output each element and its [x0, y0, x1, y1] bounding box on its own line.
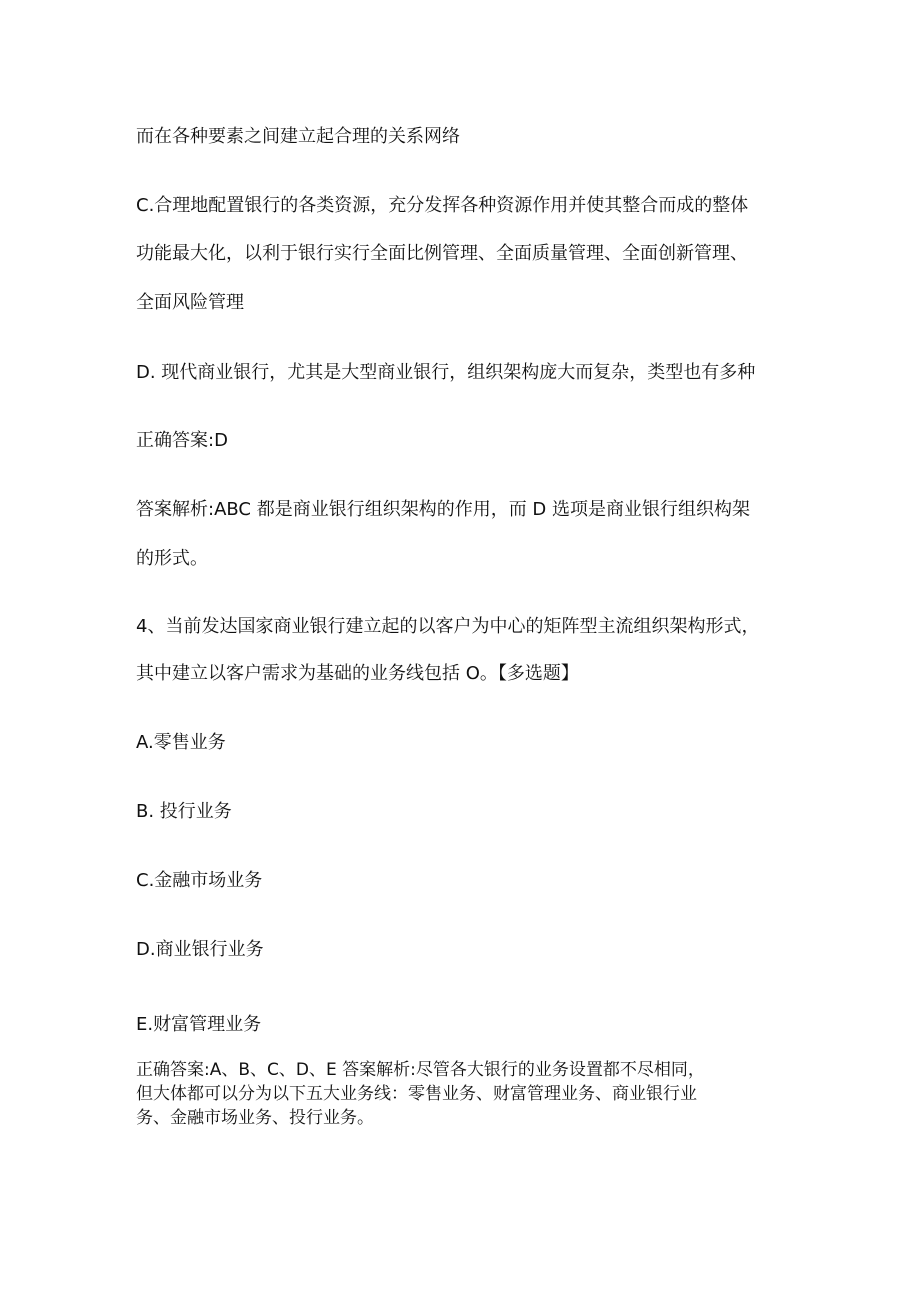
q3-option-c-line3: 全面风险管理 [136, 292, 244, 313]
q3-analysis-line2: 的形式。 [136, 548, 208, 569]
q4-option-b: B. 投行业务 [136, 801, 232, 822]
q3-option-c-line1: C.合理地配置银行的各类资源，充分发挥各种资源作用并使其整合而成的整体 [136, 195, 749, 216]
q3-analysis-line1: 答案解析:ABC 都是商业银行组织架构的作用，而 D 选项是商业银行组织构架 [136, 499, 751, 520]
q3-stem-tail: 而在各种要素之间建立起合理的关系网络 [136, 126, 460, 147]
q4-stem-line2: 其中建立以客户需求为基础的业务线包括 O。【多选题】 [136, 663, 579, 684]
q4-option-d: D.商业银行业务 [136, 939, 264, 960]
q4-answer-line1: 正确答案:A、B、C、D、E 答案解析:尽管各大银行的业务设置都不尽相同， [136, 1060, 705, 1080]
q4-option-a: A.零售业务 [136, 732, 226, 753]
q4-option-e: E.财富管理业务 [136, 1014, 262, 1035]
q3-option-c-line2: 功能最大化，以利于银行实行全面比例管理、全面质量管理、全面创新管理、 [136, 243, 748, 264]
q3-correct-answer: 正确答案:D [136, 430, 228, 451]
q4-option-c: C.金融市场业务 [136, 870, 263, 891]
q4-answer-line3: 务、金融市场业务、投行业务。 [136, 1108, 374, 1128]
q4-stem-line1: 4、当前发达国家商业银行建立起的以客户为中心的矩阵型主流组织架构形式， [136, 616, 760, 637]
q4-answer-line2: 但大体都可以分为以下五大业务线：零售业务、财富管理业务、商业银行业 [136, 1084, 697, 1104]
q3-option-d: D. 现代商业银行，尤其是大型商业银行，组织架构庞大而复杂，类型也有多种 [136, 362, 756, 383]
